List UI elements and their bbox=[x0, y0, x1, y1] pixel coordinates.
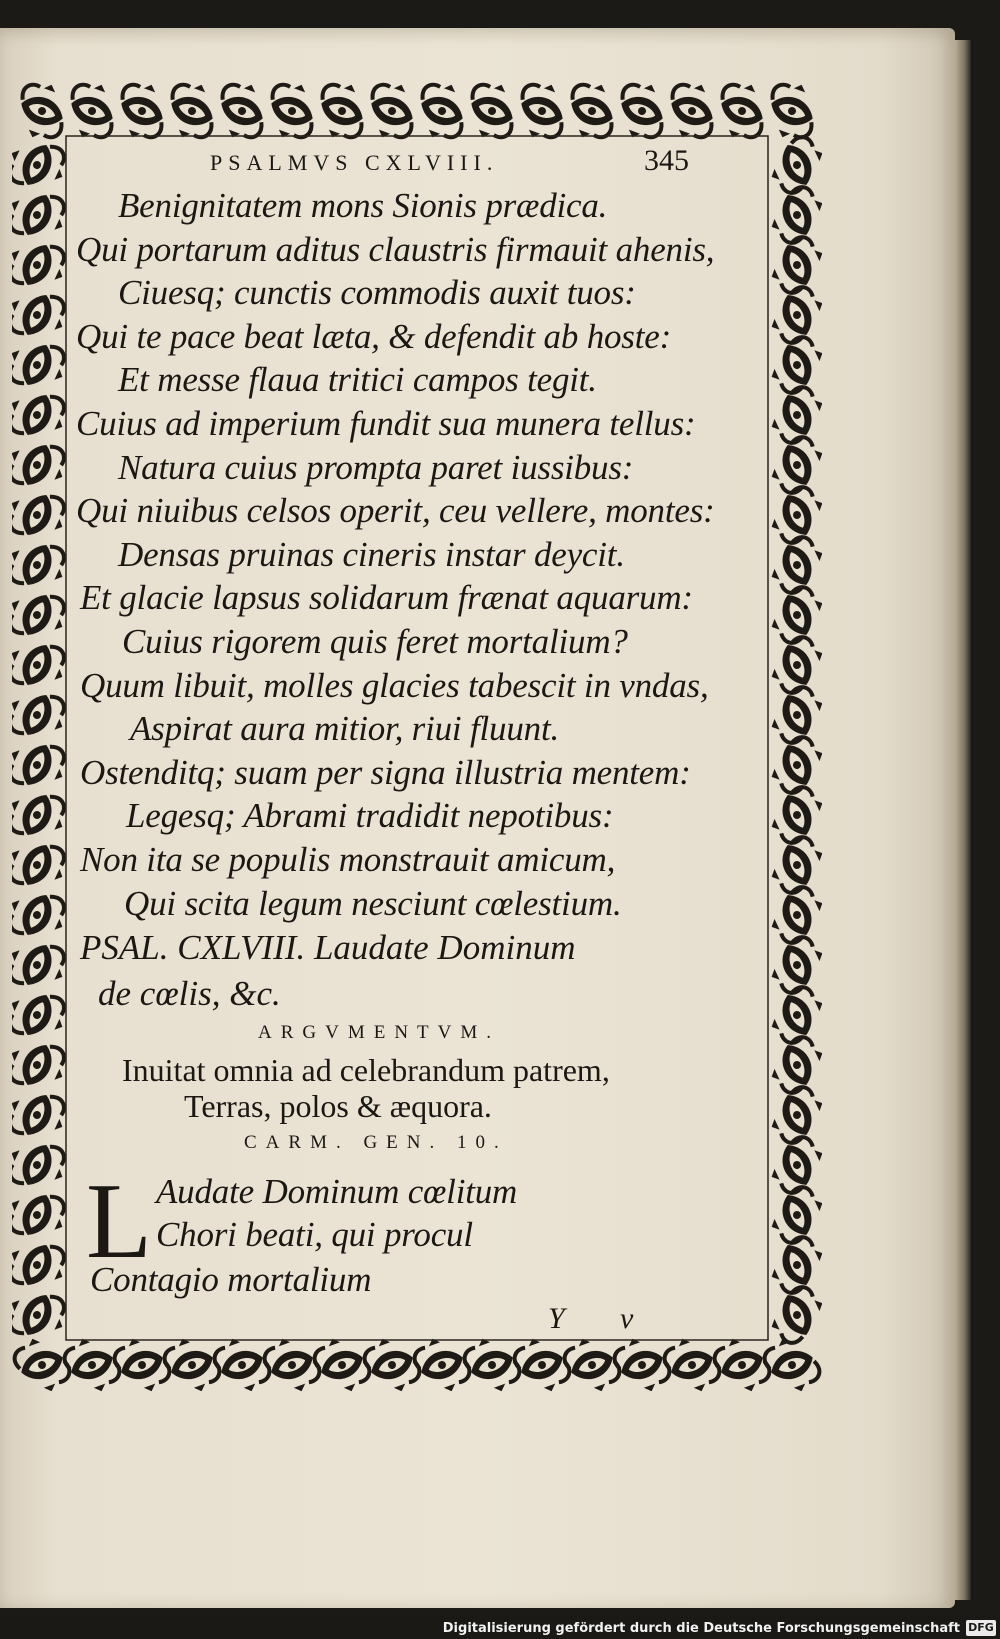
border-motif bbox=[12, 331, 73, 398]
verse-line: Natura cuius prompta paret iussibus: bbox=[118, 447, 634, 487]
border-motif bbox=[12, 831, 73, 898]
border-motif bbox=[761, 131, 822, 198]
psalm-heading-line2: de cœlis, &c. bbox=[98, 974, 281, 1013]
border-motif bbox=[761, 1081, 822, 1148]
border-motif bbox=[761, 981, 822, 1048]
drop-cap: L bbox=[86, 1162, 152, 1281]
signature-mark: Y bbox=[548, 1302, 565, 1335]
border-motif bbox=[12, 631, 73, 698]
border-motif bbox=[761, 931, 822, 998]
border-motif bbox=[761, 381, 822, 448]
hymn-line3: Contagio mortalium bbox=[90, 1260, 372, 1299]
border-motif bbox=[12, 781, 73, 848]
border-motif bbox=[761, 731, 822, 798]
border-motif bbox=[12, 1031, 73, 1098]
catchword: v bbox=[620, 1302, 634, 1335]
border-motif bbox=[12, 481, 73, 548]
verse-line: Et glacie lapsus solidarum frænat aquarum: bbox=[80, 578, 693, 618]
border-motif bbox=[12, 531, 73, 598]
dfg-logo: DFG bbox=[966, 1620, 996, 1636]
border-motif bbox=[761, 531, 822, 598]
border-motif bbox=[761, 481, 822, 548]
border-motif bbox=[761, 631, 822, 698]
page-number: 345 bbox=[644, 144, 689, 177]
verse-line: Ciuesq; cunctis commodis auxit tuos: bbox=[118, 273, 636, 313]
page-edge bbox=[955, 40, 971, 1600]
verse-line: Cuius ad imperium fundit sua munera tellus: bbox=[76, 404, 696, 443]
border-motif bbox=[761, 1181, 822, 1248]
footer-bar bbox=[0, 1615, 1000, 1639]
border-motif bbox=[761, 231, 822, 298]
border-motif bbox=[12, 931, 73, 998]
border-motif bbox=[761, 431, 822, 498]
hymn-line1: Audate Dominum cœlitum bbox=[156, 1172, 518, 1211]
carmen-label: CARM. GEN. 10. bbox=[244, 1132, 508, 1153]
border-motif bbox=[12, 381, 73, 448]
border-motif bbox=[12, 881, 73, 948]
verse-line: Qui te pace beat læta, & defendit ab hoste: bbox=[76, 316, 672, 356]
border-motif bbox=[12, 1131, 73, 1198]
border-motif bbox=[12, 281, 73, 348]
verse-line: Legesq; Abrami tradidit nepotibus: bbox=[126, 796, 614, 836]
border-motif bbox=[12, 1281, 73, 1348]
verse-line: Densas pruinas cineris instar deycit. bbox=[118, 534, 625, 574]
verse-line: Qui portarum aditus claustris firmauit ahenis, bbox=[76, 229, 715, 269]
argumentum-line2: Terras, polos & æquora. bbox=[184, 1088, 492, 1124]
border-motif bbox=[761, 181, 822, 248]
border-motif bbox=[761, 881, 822, 948]
verse-line: Non ita se populis monstrauit amicum, bbox=[80, 840, 616, 879]
verse-line: Quum libuit, molles glacies tabescit in vndas, bbox=[80, 665, 709, 705]
border-motif bbox=[761, 831, 822, 898]
verse-line: Qui scita legum nesciunt cœlestium. bbox=[124, 883, 622, 923]
verse-line: Benignitatem mons Sionis prædica. bbox=[118, 186, 608, 225]
hymn-line2: Chori beati, qui procul bbox=[156, 1215, 473, 1254]
border-motif bbox=[760, 1330, 822, 1394]
border-motif bbox=[761, 1281, 822, 1348]
border-motif bbox=[12, 131, 73, 198]
border-motif bbox=[761, 1031, 822, 1098]
border-motif bbox=[761, 1231, 822, 1298]
verse-line: Aspirat aura mitior, riui fluunt. bbox=[130, 709, 560, 749]
border-motif bbox=[761, 581, 822, 648]
running-title: PSALMVS CXLVIII. bbox=[210, 150, 499, 175]
border-motif bbox=[12, 981, 73, 1048]
border-motif bbox=[761, 281, 822, 348]
verse-line: Qui niuibus celsos operit, ceu vellere, montes: bbox=[76, 491, 715, 531]
verse-line: Et messe flaua tritici campos tegit. bbox=[118, 360, 597, 400]
verse-line: Cuius rigorem quis feret mortalium? bbox=[122, 622, 628, 661]
border-motif bbox=[12, 1231, 73, 1298]
argumentum-title: ARGVMENTVM. bbox=[258, 1022, 501, 1043]
psalm-heading-line1: PSAL. CXLVIII. Laudate Dominum bbox=[80, 928, 576, 967]
border-motif bbox=[12, 181, 73, 248]
border-motif bbox=[12, 82, 74, 146]
border-motif bbox=[12, 1181, 73, 1248]
border-motif bbox=[12, 731, 73, 798]
border-motif bbox=[12, 1081, 73, 1148]
border-motif bbox=[761, 1131, 822, 1198]
border-motif bbox=[761, 331, 822, 398]
border-motif bbox=[12, 681, 73, 748]
funding-credit: Digitalisierung gefördert durch die Deutsche Forschungsgemeinschaft bbox=[442, 1621, 960, 1636]
verse-line: Ostenditq; suam per signa illustria mentem: bbox=[80, 752, 691, 792]
border-motif bbox=[12, 431, 73, 498]
border-motif bbox=[761, 681, 822, 748]
border-motif bbox=[761, 781, 822, 848]
border-motif bbox=[12, 231, 73, 298]
border-motif bbox=[760, 82, 822, 146]
border-motif bbox=[12, 581, 73, 648]
argumentum-line1: Inuitat omnia ad celebrandum patrem, bbox=[122, 1052, 610, 1088]
